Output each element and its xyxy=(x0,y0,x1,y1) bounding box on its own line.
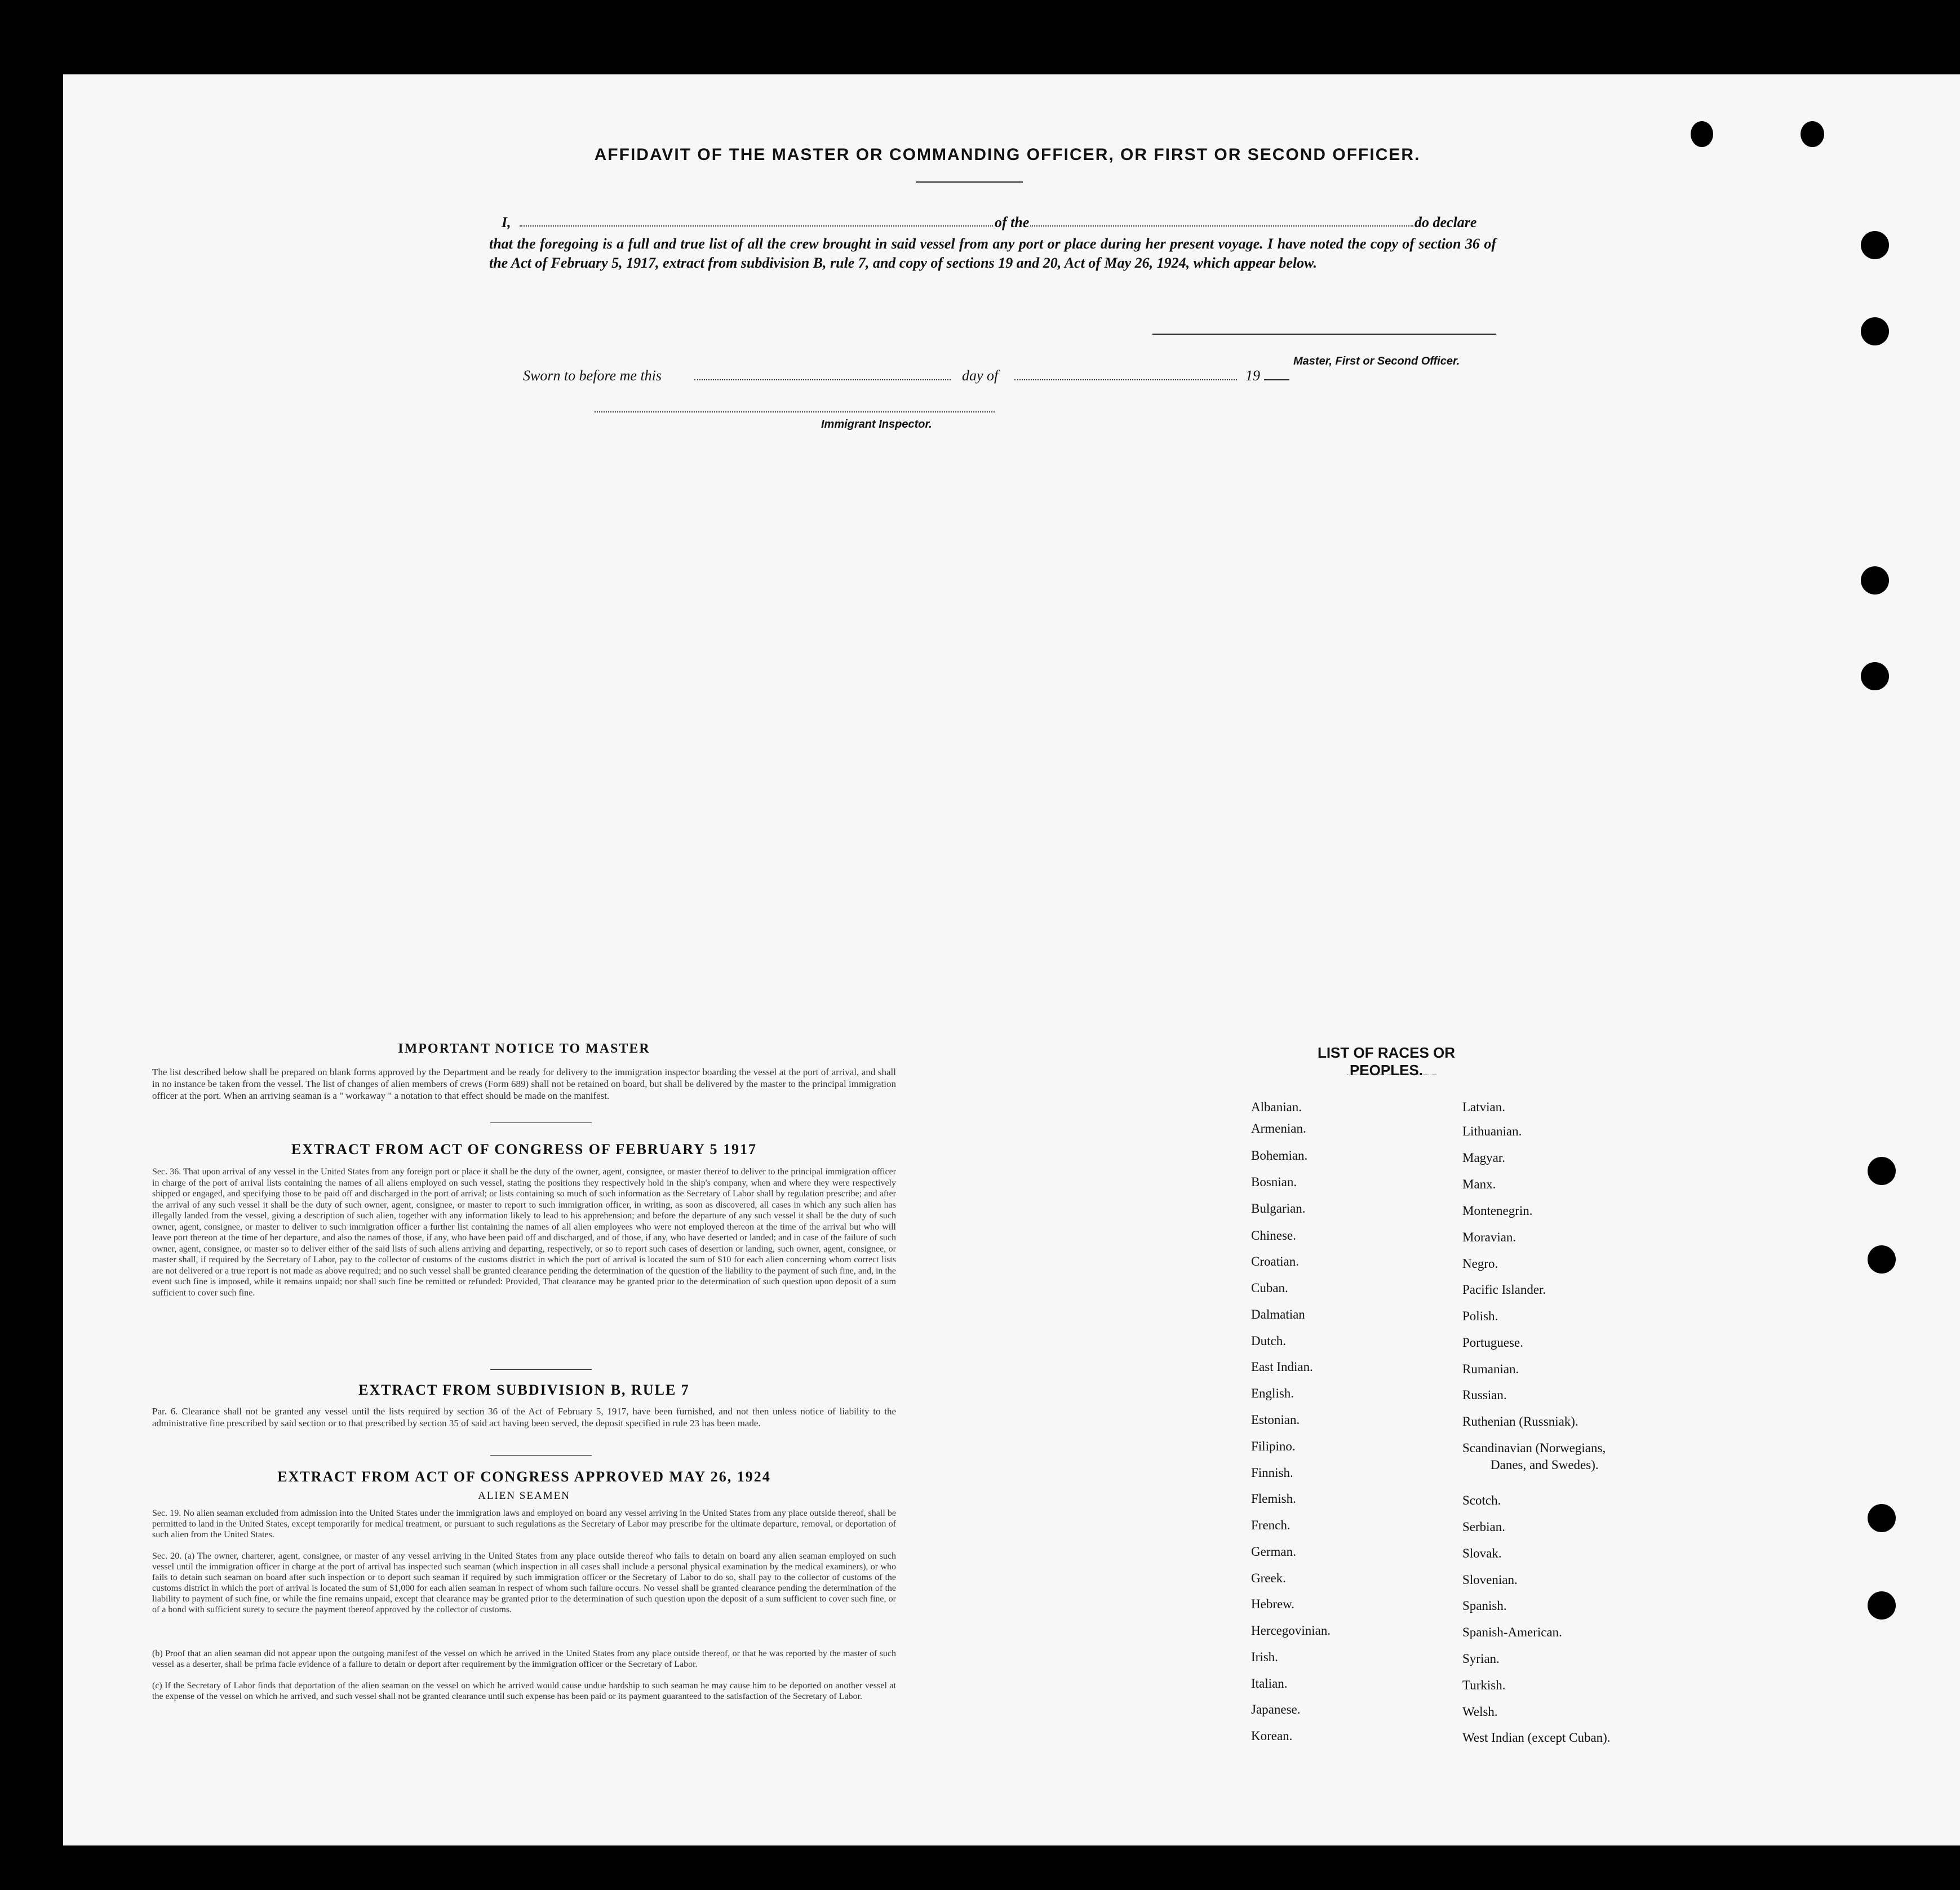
declaration-text: that the foregoing is a full and true list of all the crew brought in said vessel from any port or place during her present voyage. I have noted the copy of section 36 of the Act of February 5, 1917, extract from subdivision B, rule 7, and copy of sections 19 and 20, Act of May 26, 1924, which appear below. xyxy=(489,236,1496,271)
race-item: East Indian. xyxy=(1251,1360,1313,1374)
signature-line xyxy=(1152,334,1496,335)
vessel-name-line xyxy=(1030,225,1413,227)
race-item: Flemish. xyxy=(1251,1492,1296,1506)
race-item: Dalmatian xyxy=(1251,1307,1305,1321)
notice-title: IMPORTANT NOTICE TO MASTER xyxy=(398,1041,650,1056)
race-item: Bosnian. xyxy=(1251,1175,1297,1189)
race-item: Armenian. xyxy=(1251,1121,1306,1135)
extract-1917-text: Sec. 36. That upon arrival of any vessel in the United States from any foreign port or place it shall be the duty of the owner, agent, consignee, or master thereof to deliver to the principal immigration officer in charge of the port of arrival lists containing the names of all aliens employed on such vessel, stating the positions they respectively hold in the ship's company, when and where they were respectively shipped or engaged, and specifying those to be paid off and discharged in the port of arrival; or lists containing so much of such information as the Secretary of Labor shall by regulation prescribe; and after the arrival of any such vessel it shall be the duty of such owner, agent, consignee, or master to report to such immigration officer, in writing, as soon as discovered, all cases in which any such alien has illegally landed from the vessel, giving a description of such alien, together with any information likely to lead to his apprehension; and before the departure of any such vessel it shall be the duty of such owner, agent, consignee, or master to deliver to such immigration officer a further list containing the names of all alien employees who were not employed thereon at the time of the arrival but who will leave port thereon at the time of her departure, and also the names of those, if any, who have been paid off and discharged, and of those, if any, who have deserted or landed; and in case of the failure of such owner, agent, consignee, or master so to deliver either of the said lists of such aliens arriving and departing, respectively, or so to report such cases of desertion or landing, such owner, agent, consignee, or master shall, if required by the Secretary of Labor, pay to the collector of customs of the customs district in which the port of arrival is located the sum of $10 for each alien concerning whom correct lists are not delivered or a true report is not made as above required; and no such vessel shall be granted clearance pending the determination of the question of the liability to the payment of such fine, and, in the event such fine is imposed, while it remains unpaid; nor shall such fine be remitted or refunded: Provided, That clearance may be granted prior to the determination of such question upon deposit of a sum sufficient to cover such fine. xyxy=(152,1167,896,1298)
race-item: Negro. xyxy=(1462,1257,1498,1271)
race-item: Portuguese. xyxy=(1462,1336,1523,1350)
race-item: Latvian. xyxy=(1462,1100,1505,1114)
race-item: Rumanian. xyxy=(1462,1362,1519,1376)
race-item: Korean. xyxy=(1251,1729,1293,1743)
race-item: Hercegovinian. xyxy=(1251,1623,1331,1638)
race-item: Moravian. xyxy=(1462,1230,1516,1244)
races-title: LIST OF RACES OR PEOPLES. xyxy=(1317,1044,1456,1079)
extract-rule7-text: Par. 6. Clearance shall not be granted any vessel until the lists required by section 36 of the Act of February 5, 1917, have been furnished, and not then unless notice of liability to the administrative fine prescribed by said section or to that prescribed by section 35 of said act having been served, the deposit specified in rule 23 has been made. xyxy=(152,1406,896,1428)
race-item: Magyar. xyxy=(1462,1151,1506,1165)
race-item: Filipino. xyxy=(1251,1439,1296,1453)
year-line xyxy=(1264,379,1289,380)
divider xyxy=(490,1455,592,1456)
title-underline xyxy=(916,181,1023,183)
sworn-label: Sworn to before me this xyxy=(523,367,662,384)
punch-hole xyxy=(1801,121,1824,147)
extract-1924-sec20c: (c) If the Secretary of Labor finds that deportation of the alien seaman on the vessel on which he arrived would cause undue hardship to such seaman he may cause him to be deported on another vessel at the expense of the vessel on which he arrived, and such vessel shall not be granted clearance until such expense has been paid or its payment guaranteed to the satisfaction of the Secretary of Labor. xyxy=(152,1681,896,1701)
punch-hole xyxy=(1868,1504,1896,1532)
race-item: Scandinavian (Norwegians, xyxy=(1462,1441,1606,1455)
race-item: Dutch. xyxy=(1251,1334,1286,1348)
do-declare-label: do declare xyxy=(1414,214,1477,230)
extract-rule7-title: EXTRACT FROM SUBDIVISION B, RULE 7 xyxy=(358,1382,690,1398)
race-item: Irish. xyxy=(1251,1650,1278,1664)
extract-1924-title: EXTRACT FROM ACT OF CONGRESS APPROVED MAY 26, 1924 xyxy=(277,1468,771,1485)
race-item: Croatian. xyxy=(1251,1254,1299,1268)
punch-hole xyxy=(1868,1245,1896,1274)
sworn-day-line xyxy=(694,379,951,380)
extract-1924-sec20a: Sec. 20. (a) The owner, charterer, agent, consignee, or master of any vessel arriving in the United States from any place outside thereof who fails to detain on board any alien seaman employed on such vessel until the immigration officer in charge at the port of arrival has inspected such seaman (which inspection in all cases shall include a personal physical examination by the medical examiners), or who fails to detain such seaman on board after such inspection or to deport such seaman if required by such immigration officer or the Secretary of Labor to do so, shall pay to the collector of customs of the customs district in which the port of arrival is located the sum of $1,000 for each alien seaman in respect of whom such failure occurs. No vessel shall be granted clearance pending the determination of the liability to payment of such fine, or while the fine remains unpaid, except that clearance may be granted prior to the determination of such question upon the deposit of a sum sufficient to cover such fine, or of a bond with sufficient surety to secure the payment thereof approved by the collector of customs. xyxy=(152,1551,896,1614)
punch-hole xyxy=(1861,317,1889,345)
race-item: Hebrew. xyxy=(1251,1597,1295,1611)
inspector-signature-line xyxy=(595,411,995,412)
race-item: Montenegrin. xyxy=(1462,1204,1533,1218)
race-item: Serbian. xyxy=(1462,1520,1506,1534)
race-item: Russian. xyxy=(1462,1388,1507,1402)
race-item: Bulgarian. xyxy=(1251,1201,1306,1215)
race-item: Polish. xyxy=(1462,1309,1498,1323)
extract-1924-sec20b: (b) Proof that an alien seaman did not appear upon the outgoing manifest of the vessel on which he arrived in the United States from any place outside thereof, or that he was reported by the master of such vessel as a deserter, shall be prima facie evidence of a failure to detain or deport after requirement by the immigration officer or the Secretary of Labor. xyxy=(152,1649,896,1669)
extract-1924-sec19: Sec. 19. No alien seaman excluded from admission into the United States under the immigration laws and employed on board any vessel arriving in the United States from any place outside thereof, shall be permitted to land in the United States, except temporarily for medical treatment, or pursuant to such regulations as the Secretary of Labor may prescribe for the ultimate departure, removal, or deportation of such alien from the United States. xyxy=(152,1509,896,1539)
race-item: Slovenian. xyxy=(1462,1573,1518,1587)
declarant-name-line xyxy=(520,225,993,227)
of-the-label: of the xyxy=(995,214,1030,230)
affidavit-title: AFFIDAVIT OF THE MASTER OR COMMANDING OFFICER, OR FIRST OR SECOND OFFICER. xyxy=(594,145,1421,164)
race-item: Syrian. xyxy=(1462,1652,1500,1666)
race-item: Scotch. xyxy=(1462,1493,1501,1507)
race-item: Spanish-American. xyxy=(1462,1625,1562,1639)
race-item: Estonian. xyxy=(1251,1413,1300,1427)
race-item: German. xyxy=(1251,1545,1296,1559)
punch-hole xyxy=(1691,121,1713,147)
race-item: Slovak. xyxy=(1462,1546,1502,1560)
sworn-month-line xyxy=(1014,379,1237,380)
race-item: French. xyxy=(1251,1518,1291,1532)
race-item: Welsh. xyxy=(1462,1705,1498,1719)
punch-hole xyxy=(1868,1591,1896,1620)
race-item: Spanish. xyxy=(1462,1599,1507,1613)
extract-1924-subtitle: ALIEN SEAMEN xyxy=(478,1490,570,1502)
race-item: Japanese. xyxy=(1251,1702,1301,1716)
punch-hole xyxy=(1861,231,1889,259)
race-item: Albanian. xyxy=(1251,1100,1302,1114)
race-item: Danes, and Swedes). xyxy=(1491,1458,1599,1472)
race-item: Bohemian. xyxy=(1251,1148,1308,1163)
race-item: Lithuanian. xyxy=(1462,1124,1522,1138)
race-item: Italian. xyxy=(1251,1676,1288,1691)
race-item: Greek. xyxy=(1251,1571,1286,1585)
day-of-label: day of xyxy=(962,367,999,384)
race-item: English. xyxy=(1251,1386,1294,1400)
punch-hole xyxy=(1868,1157,1896,1185)
inspector-caption: Immigrant Inspector. xyxy=(821,418,932,431)
race-item: Pacific Islander. xyxy=(1462,1283,1546,1297)
race-item: Cuban. xyxy=(1251,1281,1288,1295)
year-label: 19 xyxy=(1245,367,1260,384)
punch-hole xyxy=(1861,662,1889,690)
extract-1917-title: EXTRACT FROM ACT OF CONGRESS OF FEBRUARY 5 1917 xyxy=(291,1141,757,1157)
race-item: Turkish. xyxy=(1462,1678,1506,1692)
race-item: Manx. xyxy=(1462,1177,1496,1191)
race-item: Ruthenian (Russniak). xyxy=(1462,1414,1578,1428)
signature-caption: Master, First or Second Officer. xyxy=(1293,355,1460,367)
punch-hole xyxy=(1861,566,1889,594)
notice-text: The list described below shall be prepared on blank forms approved by the Department and be ready for delivery to the immigration inspector boarding the vessel at the port of arrival, and shall in no instance be taken from the vessel. The list of changes of alien members of crews (Form 689) shall not be retained on board, but shall be delivered by the master to the principal immigration officer at the port. When an arriving seaman is a " workaway " a notation to that effect should be made on the manifest. xyxy=(152,1067,896,1101)
race-item: Chinese. xyxy=(1251,1228,1296,1243)
declarant-label: I, xyxy=(502,214,511,230)
divider xyxy=(490,1369,592,1370)
race-item: West Indian (except Cuban). xyxy=(1462,1731,1611,1745)
race-item: Finnish. xyxy=(1251,1466,1293,1480)
